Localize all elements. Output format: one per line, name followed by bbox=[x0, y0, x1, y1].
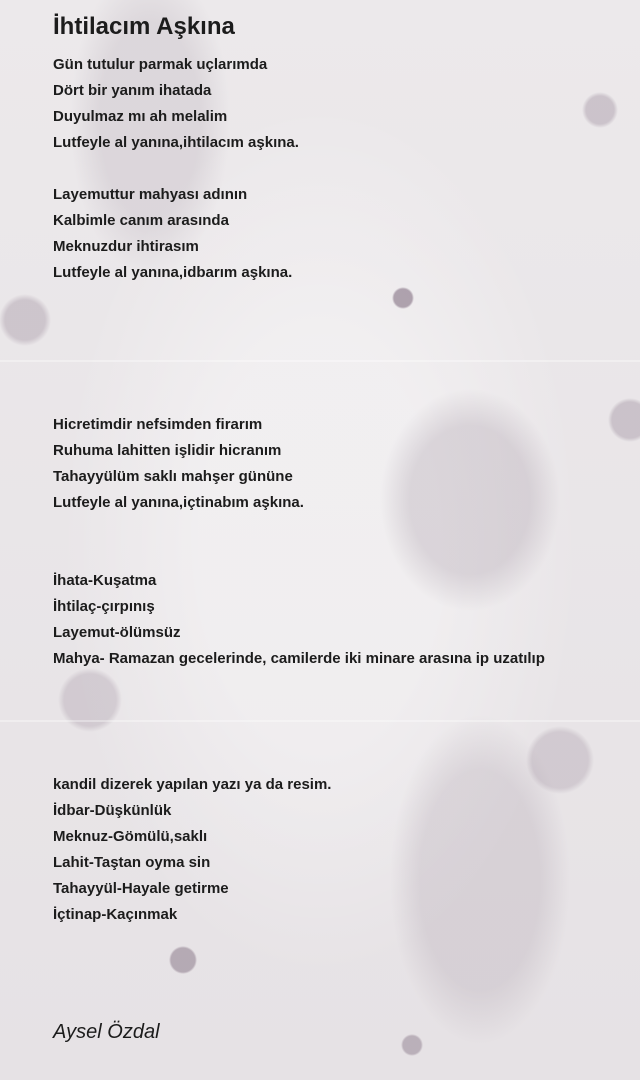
poem-line: Lutfeyle al yanına,içtinabım aşkına. bbox=[53, 494, 304, 511]
glossary-line: Layemut-ölümsüz bbox=[53, 624, 181, 641]
poem-line: Ruhuma lahitten işlidir hicranım bbox=[53, 442, 282, 459]
poem-line: Gün tutulur parmak uçlarımda bbox=[53, 56, 268, 73]
glossary-line: Mahya- Ramazan gecelerinde, camilerde iki minare arasına ip uzatılıp bbox=[53, 650, 545, 667]
poem-author: Aysel Özdal bbox=[53, 1021, 160, 1043]
poem-line: Lutfeyle al yanına,idbarım aşkına. bbox=[53, 264, 293, 281]
glossary-line: İhtilaç-çırpınış bbox=[53, 598, 155, 615]
poem-line: Layemuttur mahyası adının bbox=[53, 186, 248, 203]
glossary-line: Lahit-Taştan oyma sin bbox=[53, 854, 211, 871]
glossary-line: Tahayyül-Hayale getirme bbox=[53, 880, 229, 897]
glossary-line: İçtinap-Kaçınmak bbox=[53, 906, 178, 923]
glossary-line: İhata-Kuşatma bbox=[53, 572, 157, 589]
poem-title: İhtilacım Aşkına bbox=[53, 13, 235, 40]
poem-line: Hicretimdir nefsimden firarım bbox=[53, 416, 263, 433]
poem-line: Tahayyülüm saklı mahşer gününe bbox=[53, 468, 293, 485]
poem-line: Lutfeyle al yanına,ihtilacım aşkına. bbox=[53, 134, 299, 151]
poem-line: Duyulmaz mı ah melalim bbox=[53, 108, 228, 125]
poem-line: Meknuzdur ihtirasım bbox=[53, 238, 199, 255]
poem-line: Kalbimle canım arasında bbox=[53, 212, 229, 229]
glossary-line: İdbar-Düşkünlük bbox=[53, 802, 172, 819]
glossary-line: kandil dizerek yapılan yazı ya da resim. bbox=[53, 776, 332, 793]
glossary-line: Meknuz-Gömülü,saklı bbox=[53, 828, 208, 845]
poem-line: Dört bir yanım ihatada bbox=[53, 82, 212, 99]
